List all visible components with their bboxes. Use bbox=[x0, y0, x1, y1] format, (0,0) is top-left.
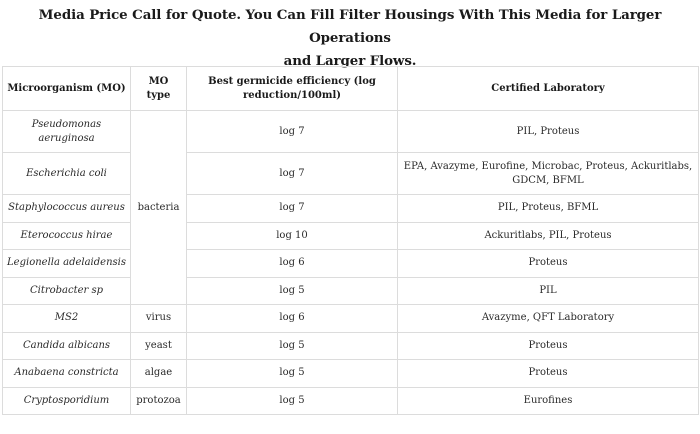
table-row bbox=[3, 305, 699, 333]
organism-cell: Escherichia coli bbox=[3, 153, 131, 195]
laboratory-cell: Eurofines bbox=[398, 387, 699, 415]
laboratory-cell: PIL, Proteus bbox=[398, 111, 699, 153]
table-row bbox=[3, 387, 699, 415]
header-mo-type: MO type bbox=[131, 67, 187, 111]
mo-type-cell: virus bbox=[131, 305, 187, 333]
organism-cell: Legionella adelaidensis bbox=[3, 250, 131, 278]
table-header-row bbox=[3, 67, 699, 111]
table-row bbox=[3, 250, 699, 278]
header-laboratory: Certified Laboratory bbox=[398, 67, 699, 111]
efficiency-cell: log 7 bbox=[187, 195, 398, 223]
organism-cell: Staphylococcus aureus bbox=[3, 195, 131, 223]
efficiency-cell: log 7 bbox=[187, 111, 398, 153]
table-row bbox=[3, 111, 699, 153]
table-row bbox=[3, 222, 699, 250]
laboratory-cell: Proteus bbox=[398, 332, 699, 360]
mo-type-cell: bacteria bbox=[131, 111, 187, 305]
table-row bbox=[3, 360, 699, 388]
organism-cell: Cryptosporidium bbox=[3, 387, 131, 415]
laboratory-cell: EPA, Avazyme, Eurofine, Microbac, Proteus, Ackuritlabs, GDCM, BFML bbox=[398, 153, 699, 195]
efficiency-cell: log 5 bbox=[187, 387, 398, 415]
heading-line-2: and Larger Flows. bbox=[283, 53, 417, 69]
efficiency-cell: log 10 bbox=[187, 222, 398, 250]
efficiency-cell: log 5 bbox=[187, 360, 398, 388]
laboratory-cell: Proteus bbox=[398, 250, 699, 278]
efficiency-cell: log 6 bbox=[187, 305, 398, 333]
organism-cell: MS2 bbox=[3, 305, 131, 333]
microorganism-table bbox=[2, 66, 699, 415]
organism-cell: Eterococcus hirae bbox=[3, 222, 131, 250]
mo-type-cell: algae bbox=[131, 360, 187, 388]
page-heading bbox=[0, 4, 700, 73]
organism-cell: Candida albicans bbox=[3, 332, 131, 360]
efficiency-cell: log 5 bbox=[187, 277, 398, 305]
organism-cell: Citrobacter sp bbox=[3, 277, 131, 305]
organism-cell: Anabaena constricta bbox=[3, 360, 131, 388]
efficiency-cell: log 7 bbox=[187, 153, 398, 195]
laboratory-cell: PIL, Proteus, BFML bbox=[398, 195, 699, 223]
table-row bbox=[3, 332, 699, 360]
table-row bbox=[3, 153, 699, 195]
laboratory-cell: Proteus bbox=[398, 360, 699, 388]
efficiency-cell: log 6 bbox=[187, 250, 398, 278]
organism-cell: Pseudomonas aeruginosa bbox=[3, 111, 131, 153]
table-row bbox=[3, 195, 699, 223]
mo-type-cell: yeast bbox=[131, 332, 187, 360]
heading-line-1: Media Price Call for Quote. You Can Fill Filter Housings With This Media for Larger Operations bbox=[38, 7, 662, 46]
header-microorganism: Microorganism (MO) bbox=[3, 67, 131, 111]
laboratory-cell: Ackuritlabs, PIL, Proteus bbox=[398, 222, 699, 250]
laboratory-cell: Avazyme, QFT Laboratory bbox=[398, 305, 699, 333]
efficiency-cell: log 5 bbox=[187, 332, 398, 360]
table-row bbox=[3, 277, 699, 305]
header-efficiency: Best germicide efficiency (log reduction/100ml) bbox=[187, 67, 398, 111]
mo-type-cell: protozoa bbox=[131, 387, 187, 415]
laboratory-cell: PIL bbox=[398, 277, 699, 305]
